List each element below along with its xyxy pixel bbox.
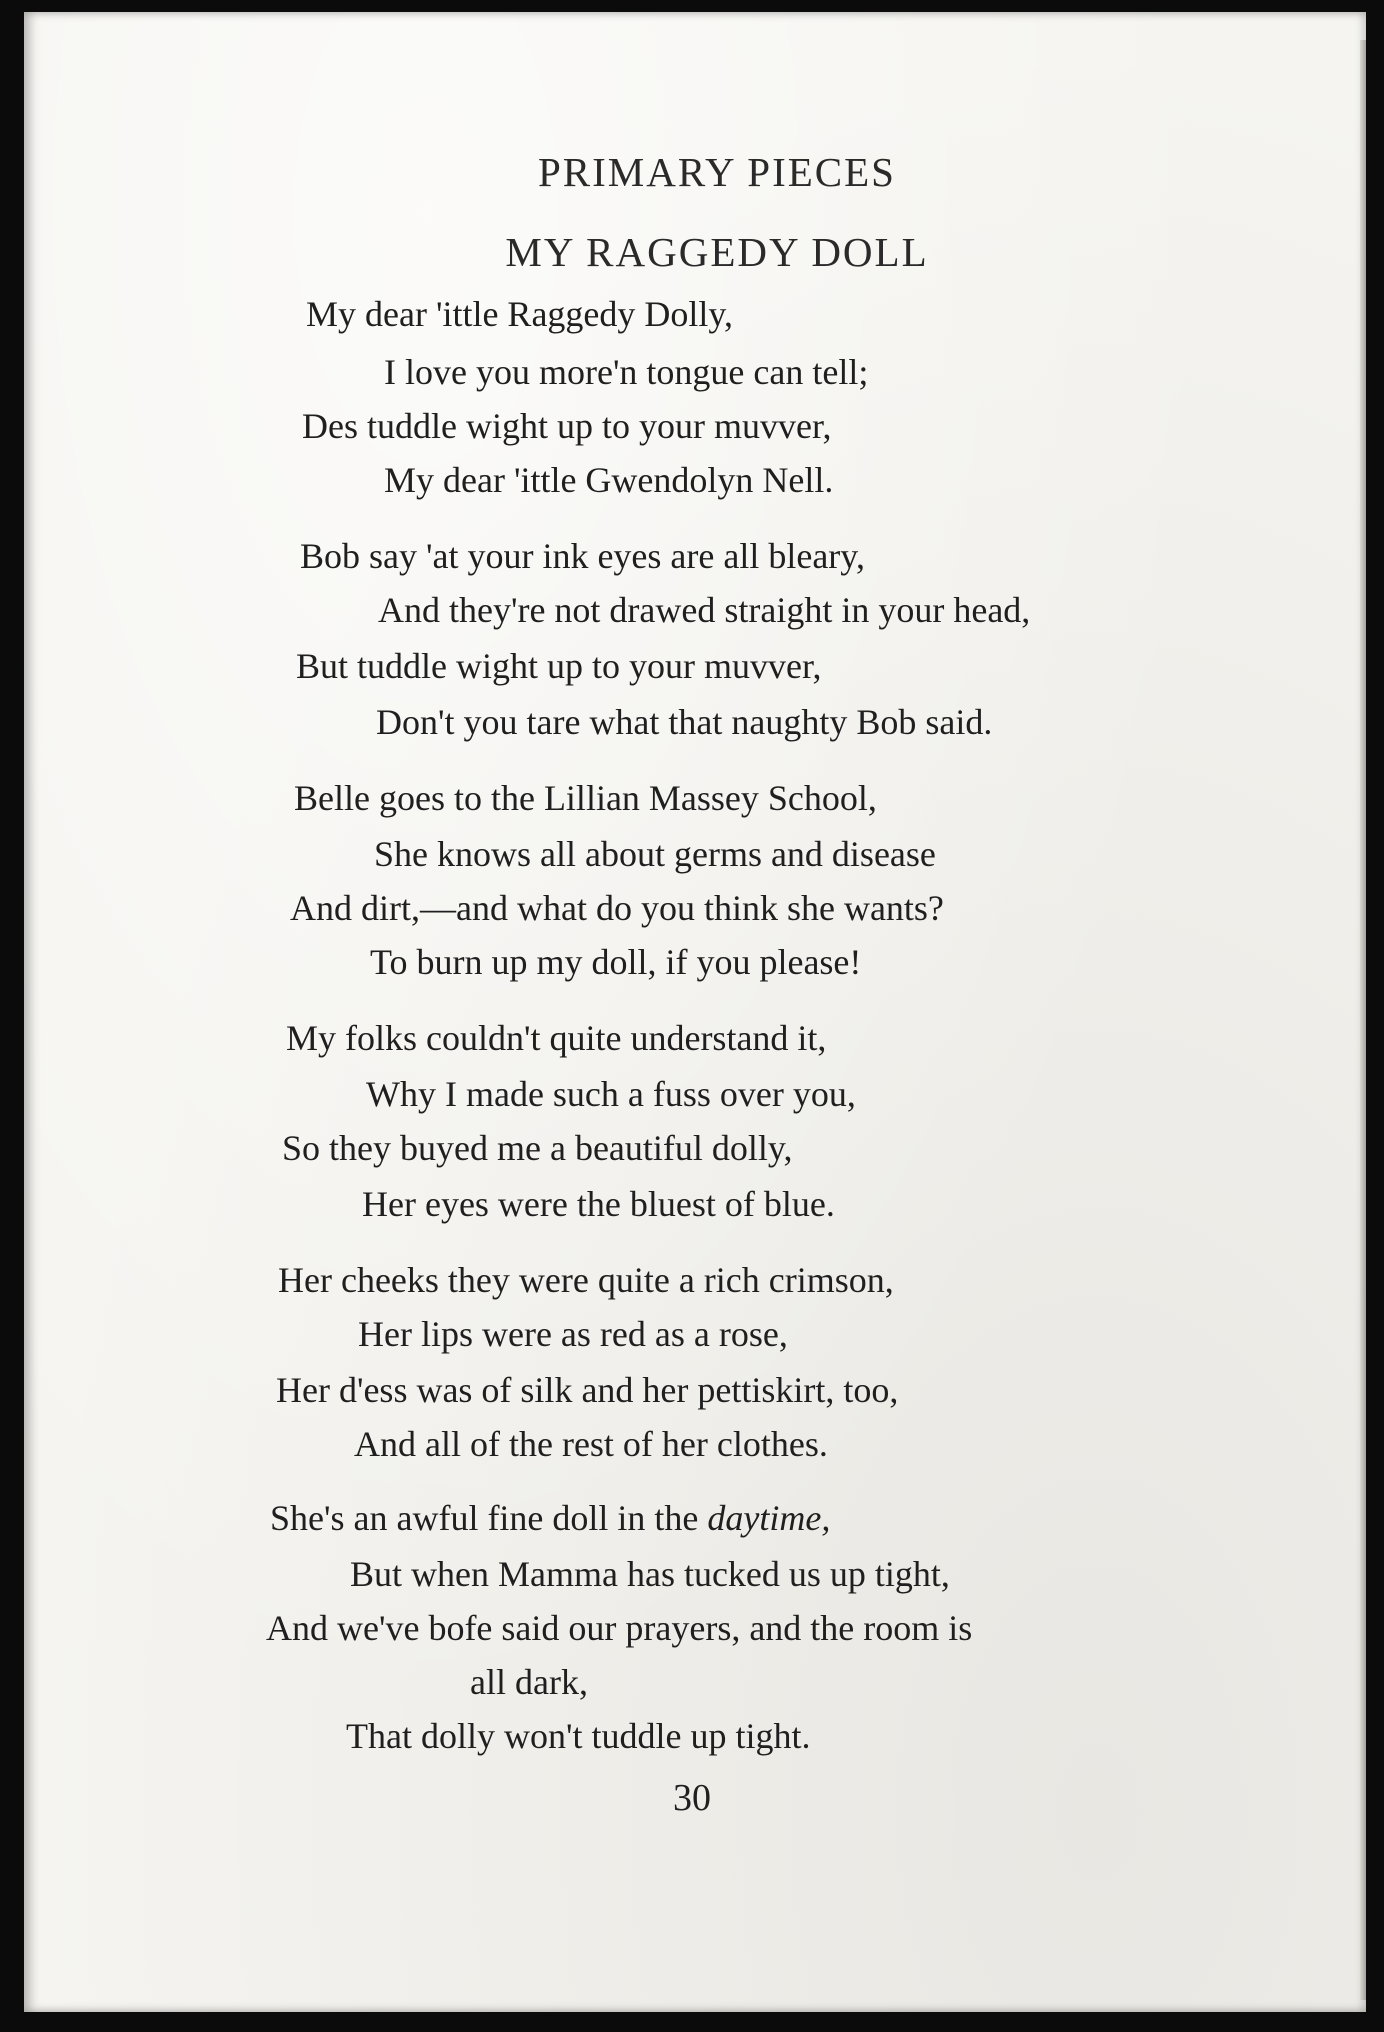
poem-line: But when Mamma has tucked us up tight, [350, 1554, 950, 1594]
poem-line: Bob say 'at your ink eyes are all bleary, [300, 536, 865, 576]
poem-line: That dolly won't tuddle up tight. [346, 1716, 811, 1756]
poem-line: And all of the rest of her clothes. [354, 1424, 828, 1464]
poem-line: all dark, [470, 1662, 588, 1702]
poem-line: Her eyes were the bluest of blue. [362, 1184, 835, 1224]
poem-line: To burn up my doll, if you please! [370, 942, 862, 982]
poem-line: Her cheeks they were quite a rich crimson, [278, 1260, 894, 1300]
poem-line: And dirt,—and what do you think she wants? [290, 888, 944, 928]
poem-line: Des tuddle wight up to your muvver, [302, 406, 832, 446]
poem-line [270, 1500, 830, 1536]
poem-line: Her d'ess was of silk and her pettiskirt, too, [276, 1370, 899, 1410]
poem-line: Her lips were as red as a rose, [358, 1314, 788, 1354]
poem-line: But tuddle wight up to your muvver, [296, 646, 822, 686]
poem-line: Why I made such a fuss over you, [366, 1074, 856, 1114]
poem-line: My folks couldn't quite understand it, [286, 1018, 827, 1058]
page-edge [1360, 40, 1366, 2000]
poem-line: My dear 'ittle Raggedy Dolly, [306, 294, 734, 334]
poem-line: Belle goes to the Lillian Massey School, [294, 778, 877, 818]
scan-border [0, 2012, 1384, 2032]
poem-line-text: She's an awful fine doll in the [270, 1498, 699, 1538]
poem-line: My dear 'ittle Gwendolyn Nell. [384, 460, 834, 500]
poem-line: And we've bofe said our prayers, and the room is [266, 1608, 973, 1648]
page-number: 30 [673, 1777, 711, 1819]
poem-line: I love you more'n tongue can tell; [384, 352, 869, 392]
poem-line-italic: daytime, [707, 1498, 831, 1538]
poem-line: So they buyed me a beautiful dolly, [282, 1128, 793, 1168]
poem-line: And they're not drawed straight in your head, [378, 590, 1031, 630]
poem-title: MY RAGGEDY DOLL [505, 229, 929, 275]
poem-line: She knows all about germs and disease [374, 834, 936, 874]
poem-line: Don't you tare what that naughty Bob said. [376, 702, 993, 742]
section-title: PRIMARY PIECES [538, 149, 896, 195]
